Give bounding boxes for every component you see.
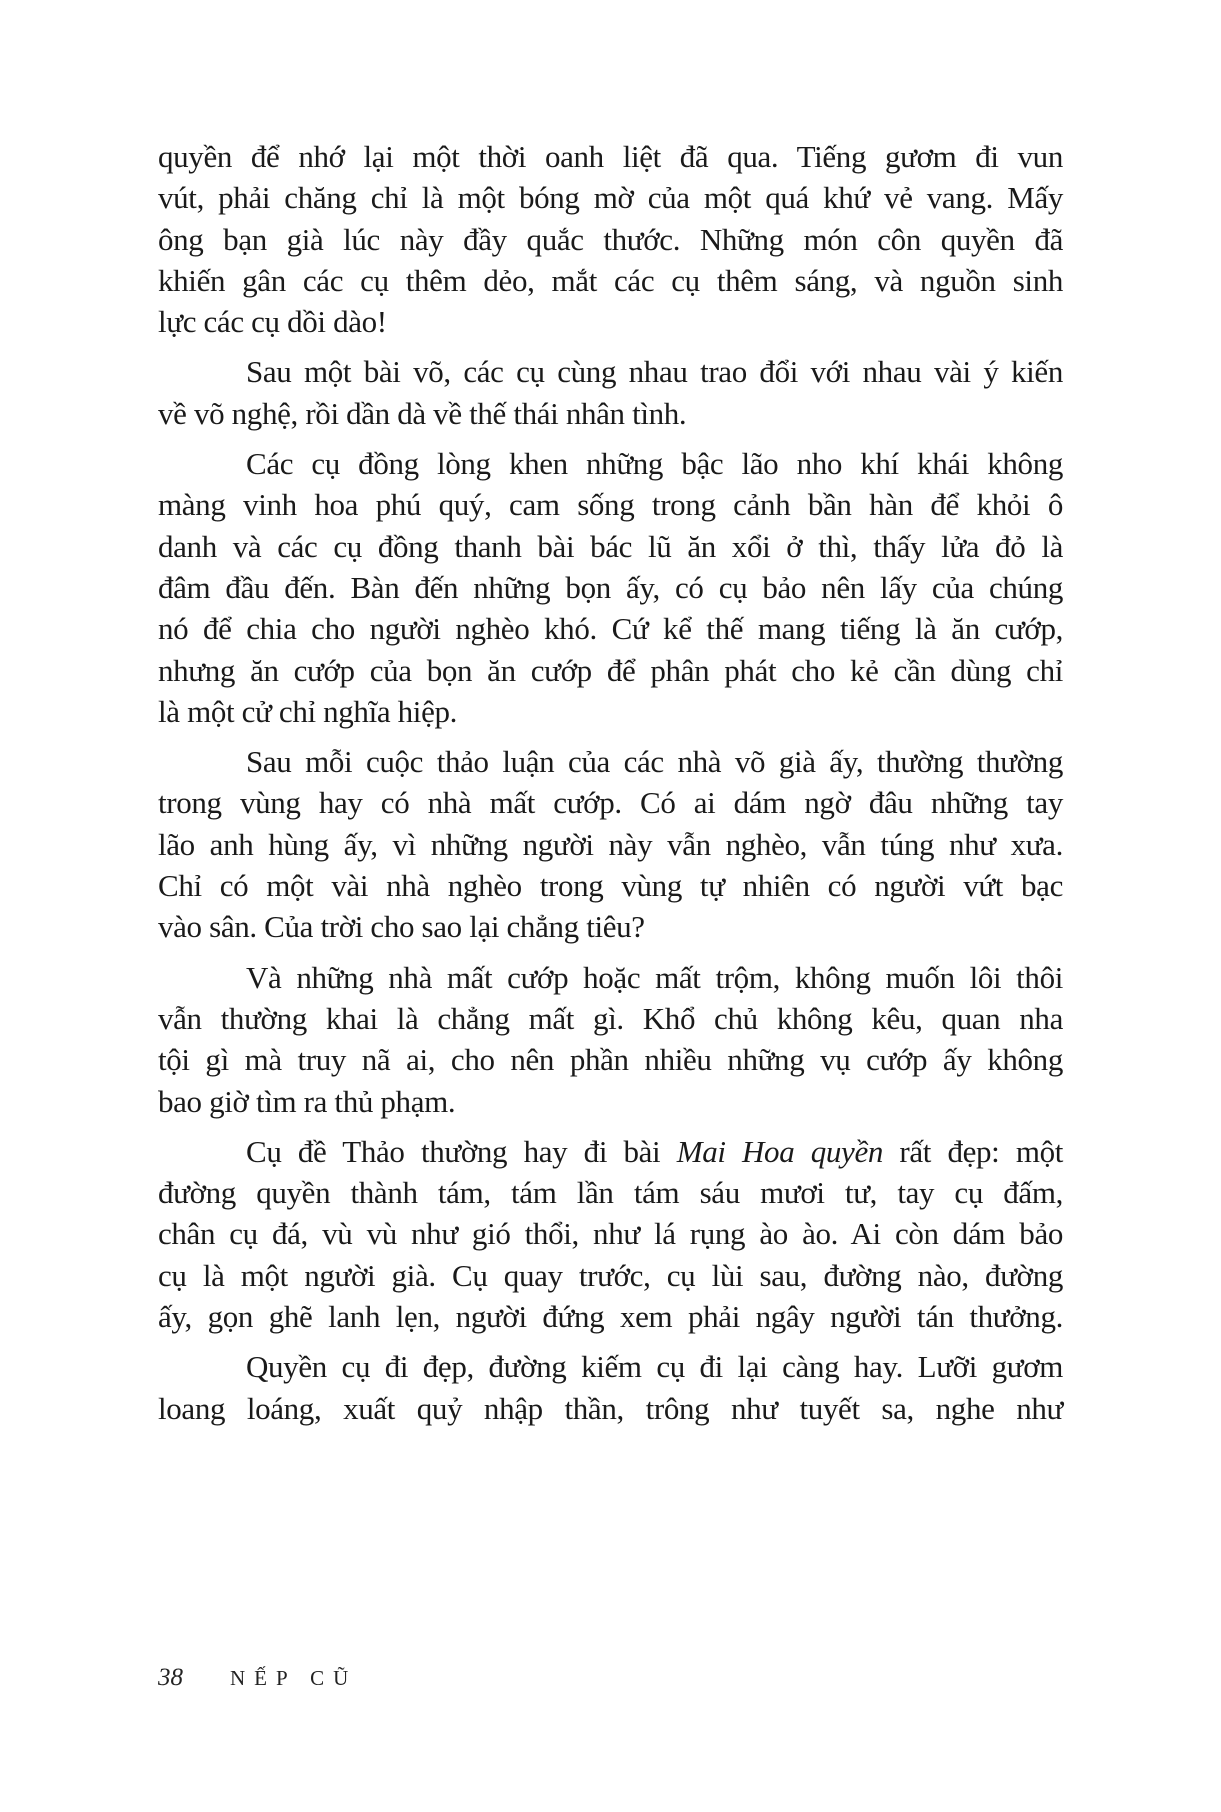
text-line: đâm đầu đến. Bàn đến những bọn ấy, có cụ bảo nên lấy của chúng (158, 569, 1063, 605)
text-line (158, 1131, 1063, 1172)
text-line: màng vinh hoa phú quý, cam sống trong cảnh bần hàn để khỏi ô (158, 487, 1063, 523)
text-line: quyền để nhớ lại một thời oanh liệt đã qua. Tiếng gươm đi vun (158, 139, 1063, 174)
text-line: vẫn thường khai là chẳng mất gì. Khổ chủ không kêu, quan nha (158, 1000, 1063, 1036)
text-line: Và những nhà mất cướp hoặc mất trộm, không muốn lôi thôi (246, 959, 1063, 995)
paragraph (158, 1346, 1063, 1429)
running-head: NẾP CŨ (230, 1666, 358, 1690)
text-line: lực các cụ dồi dào! (158, 304, 387, 340)
paragraph (158, 443, 1063, 732)
text-line: lão anh hùng ấy, vì những người này vẫn nghèo, vẫn túng như xưa. (158, 826, 1063, 862)
page-footer (158, 1664, 357, 1700)
paragraph (158, 1131, 1063, 1337)
text-line: là một cử chỉ nghĩa hiệp. (158, 693, 458, 729)
text-line: cụ là một người già. Cụ quay trước, cụ lùi sau, đường nào, đường (158, 1257, 1063, 1293)
text-line: nó để chia cho người nghèo khó. Cứ kể thế mang tiếng là ăn cướp, (158, 611, 1063, 647)
text-line: về võ nghệ, rồi dần dà về thế thái nhân tình. (158, 395, 687, 431)
italic-title: Mai Hoa quyền (676, 1133, 884, 1169)
text-line: đường quyền thành tám, tám lần tám sáu mươi tư, tay cụ đấm, (158, 1175, 1063, 1211)
paragraph (158, 351, 1063, 434)
text-line: khiến gân các cụ thêm dẻo, mắt các cụ thêm sáng, và nguồn sinh (158, 262, 1063, 298)
text-line: vào sân. Của trời cho sao lại chẳng tiêu? (158, 909, 645, 945)
text-line: ấy, gọn ghẽ lanh lẹn, người đứng xem phải ngây người tán thưởng. (158, 1299, 1063, 1335)
text-run: rất đẹp: một (883, 1133, 1064, 1169)
text-line: trong vùng hay có nhà mất cướp. Có ai dám ngờ đâu những tay (158, 785, 1063, 821)
text-line: Quyền cụ đi đẹp, đường kiếm cụ đi lại càng hay. Lưỡi gươm (246, 1349, 1063, 1385)
text-line: Sau mỗi cuộc thảo luận của các nhà võ già ấy, thường thường (246, 744, 1063, 780)
text-run: Cụ đề Thảo thường hay đi bài (246, 1133, 677, 1169)
text-line: ông bạn già lúc này đầy quắc thước. Những món côn quyền đã (158, 221, 1063, 257)
page-body (158, 136, 1063, 1438)
paragraph (158, 741, 1063, 947)
text-line: tội gì mà truy nã ai, cho nên phần nhiều những vụ cướp ấy không (158, 1042, 1063, 1078)
paragraph (158, 957, 1063, 1122)
text-line: Chỉ có một vài nhà nghèo trong vùng tự nhiên có người vứt bạc (158, 868, 1063, 904)
text-line: nhưng ăn cướp của bọn ăn cướp để phân phát cho kẻ cần dùng chỉ (158, 652, 1063, 688)
page-number: 38 (158, 1664, 183, 1691)
text-line: bao giờ tìm ra thủ phạm. (158, 1083, 456, 1119)
text-line: chân cụ đá, vù vù như gió thổi, như lá rụng ào ào. Ai còn dám bảo (158, 1216, 1063, 1252)
paragraph (158, 136, 1063, 342)
text-line: vút, phải chăng chỉ là một bóng mờ của một quá khứ vẻ vang. Mấy (158, 180, 1063, 216)
text-line: Sau một bài võ, các cụ cùng nhau trao đổi với nhau vài ý kiến (246, 354, 1063, 390)
text-line: loang loáng, xuất quỷ nhập thần, trông như tuyết sa, nghe như (158, 1390, 1063, 1426)
text-line: danh và các cụ đồng thanh bài bác lũ ăn xổi ở thì, thấy lửa đỏ là (158, 528, 1063, 564)
text-line: Các cụ đồng lòng khen những bậc lão nho khí khái không (246, 446, 1063, 482)
